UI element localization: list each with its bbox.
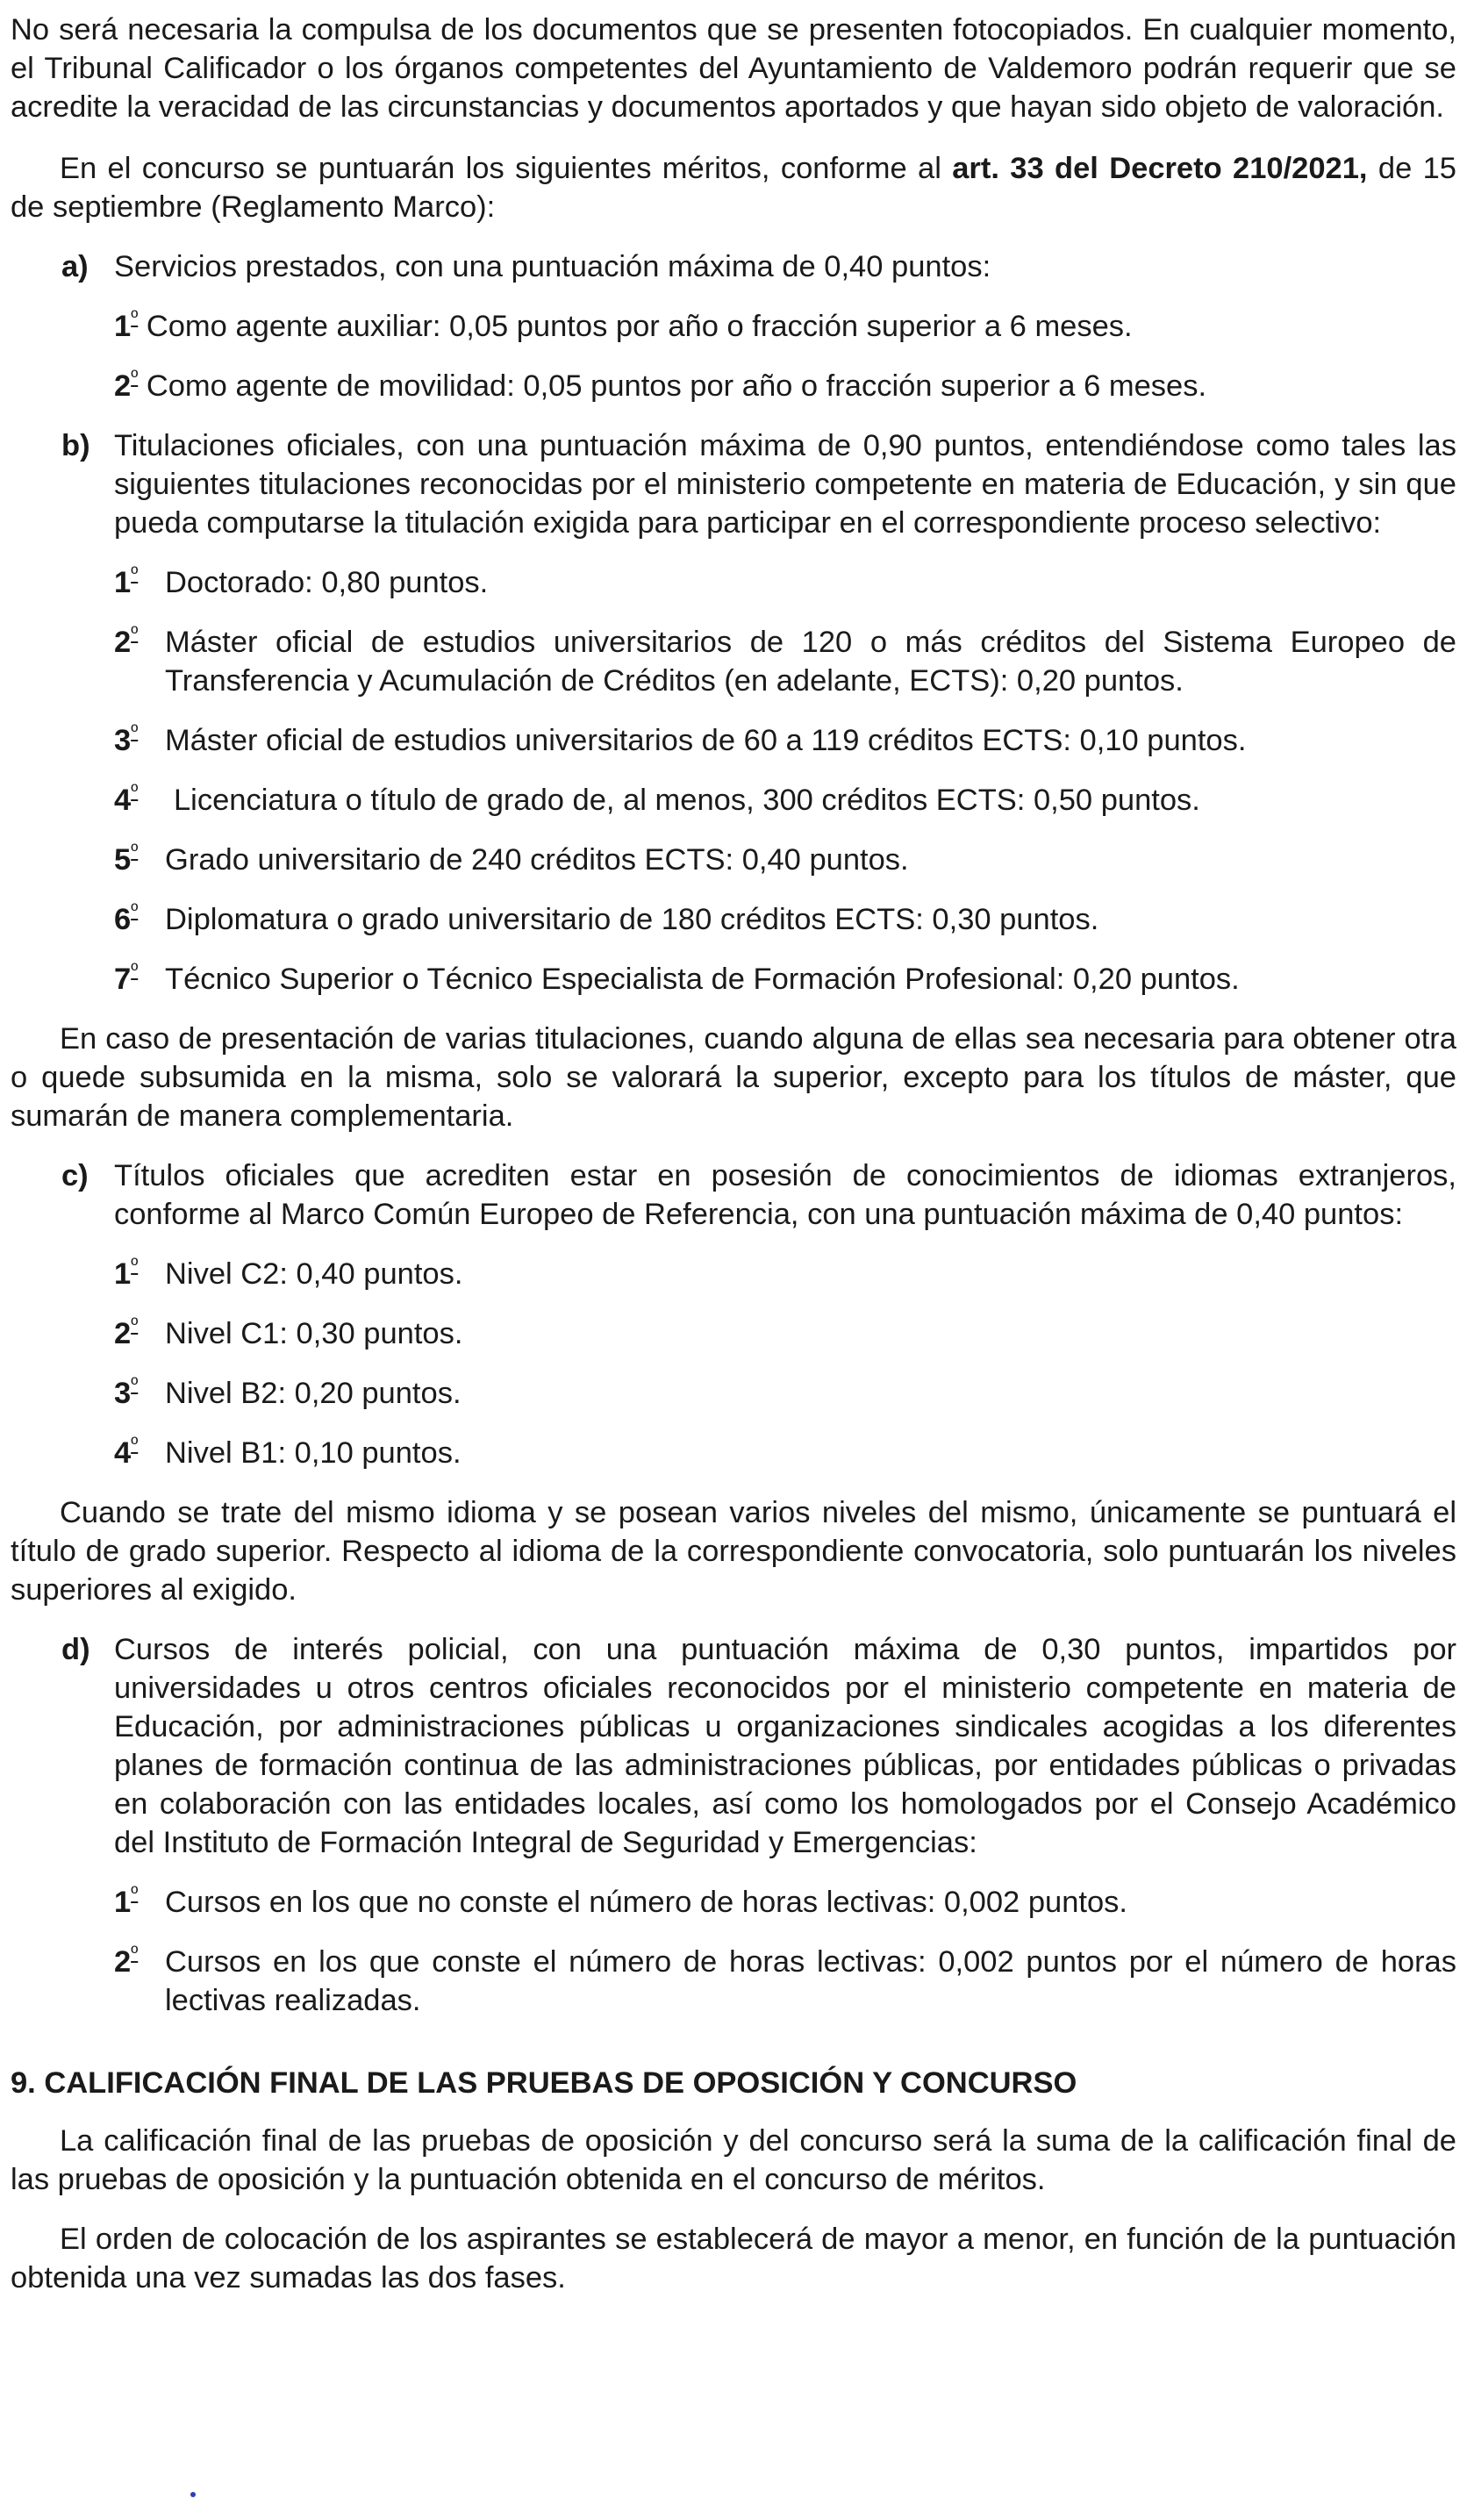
list-item (11, 1314, 1456, 1353)
item-number: 7 (114, 963, 132, 996)
item-number: 4 (114, 1436, 132, 1470)
section-c-mark: c) (61, 1159, 89, 1192)
ordinal-mark: º (131, 305, 139, 328)
list-item (11, 1883, 1456, 1922)
ordinal-mark: º (131, 562, 139, 584)
item-text: Nivel C2: 0,40 puntos. (165, 1257, 463, 1291)
list-item (11, 781, 1456, 820)
list-item (11, 960, 1456, 999)
list-item (11, 1434, 1456, 1472)
ordinal-mark: º (131, 1313, 139, 1335)
list-item (11, 1943, 1456, 2020)
item-number: 2 (114, 626, 132, 659)
list-item (11, 623, 1456, 700)
merit-section-b (11, 426, 1456, 542)
item-number: 3 (114, 724, 132, 757)
merit-section-c (11, 1156, 1456, 1234)
section-a-text: Servicios prestados, con una puntuación máxima de 0,40 puntos: (114, 250, 991, 283)
section-9-heading: 9. CALIFICACIÓN FINAL DE LAS PRUEBAS DE OPOSICIÓN Y CONCURSO (11, 2066, 1077, 2100)
ordinal-mark: º (131, 779, 139, 802)
section-d-text: Cursos de interés policial, con una puntuación máxima de 0,30 puntos, impartidos por universidades u otros centros oficiales reconocidos por el ministerio competente en materia de Educación, por administraciones públicas u organizaciones sindicales acogidas a los diferentes planes de formación continua de las administraciones públicas, por entidades públicas o privadas en colaboración con las entidades locales, así como los homologados por el Consejo Académico del Instituto de Formación Integral de Seguridad y Emergencias: (114, 1633, 1456, 1859)
item-number: 5 (114, 843, 132, 877)
item-text: Nivel C1: 0,30 puntos. (165, 1317, 463, 1350)
item-number: 6 (114, 903, 132, 936)
list-item (11, 841, 1456, 879)
ordinal-mark: º (131, 1941, 139, 1964)
item-number: 4 (114, 784, 132, 817)
page-dot-mark (190, 2492, 196, 2497)
item-number: 2 (114, 1945, 132, 1979)
merit-section-a (11, 247, 1456, 286)
ordinal-mark: º (131, 1253, 139, 1276)
section-9-paragraph-1: La calificación final de las pruebas de oposición y del concurso será la suma de la calificación final de las pruebas de oposición y la puntuación obtenida en el concurso de méritos. (11, 2124, 1456, 2196)
item-text: Grado universitario de 240 créditos ECTS: 0,40 puntos. (165, 843, 909, 877)
document-page (11, 11, 1456, 2318)
intro-paragraph-compulsa: No será necesaria la compulsa de los documentos que se presenten fotocopiados. En cualquier momento, el Tribunal Calificador o los órganos competentes del Ayuntamiento de Valdemoro podrán requerir que se acredite la veracidad de las circunstancias y documentos aportados y que hayan sido objeto de valoración. (11, 13, 1456, 124)
item-text: Como agente auxiliar: 0,05 puntos por año o fracción superior a 6 meses. (146, 310, 1133, 343)
section-9-paragraph-2: El orden de colocación de los aspirantes se establecerá de mayor a menor, en función de la puntuación obtenida una vez sumadas las dos fases. (11, 2223, 1456, 2294)
intro-text-end: de 15 de septiembre (Reglamento Marco): (11, 152, 1456, 224)
intro-paragraph-meritos (11, 149, 1456, 226)
ordinal-mark: º (131, 621, 139, 644)
item-text: Nivel B2: 0,20 puntos. (165, 1377, 462, 1410)
item-text: Como agente de movilidad: 0,05 puntos por año o fracción superior a 6 meses. (146, 369, 1207, 403)
section-b-note: En caso de presentación de varias titulaciones, cuando alguna de ellas sea necesaria para obtener otra o quede subsumida en la misma, solo se valorará la superior, excepto para los títulos de máster, que sumarán de manera complementaria. (11, 1022, 1456, 1133)
item-number: 1 (114, 1257, 132, 1291)
item-number: 2 (114, 369, 132, 403)
list-item (11, 367, 1456, 405)
item-number: 1 (114, 310, 132, 343)
item-number: 3 (114, 1377, 132, 1410)
merit-section-d (11, 1630, 1456, 1862)
decree-reference: art. 33 del Decreto 210/2021, (952, 152, 1368, 185)
item-text: Técnico Superior o Técnico Especialista de Formación Profesional: 0,20 puntos. (165, 963, 1240, 996)
item-text: Máster oficial de estudios universitarios de 60 a 119 créditos ECTS: 0,10 puntos. (165, 724, 1247, 757)
list-item (11, 900, 1456, 939)
section-b-mark: b) (61, 429, 90, 462)
ordinal-mark: º (131, 365, 139, 388)
list-item (11, 1374, 1456, 1413)
section-c-text: Títulos oficiales que acrediten estar en posesión de conocimientos de idiomas extranjeros, conforme al Marco Común Europeo de Referencia, con una puntuación máxima de 0,40 puntos: (114, 1159, 1456, 1231)
item-text: Doctorado: 0,80 puntos. (165, 566, 489, 599)
item-text: Cursos en los que conste el número de horas lectivas: 0,002 puntos por el número de horas lectivas realizadas. (165, 1945, 1456, 2017)
ordinal-mark: º (131, 839, 139, 862)
section-d-mark: d) (61, 1633, 90, 1666)
list-item (11, 307, 1456, 346)
ordinal-mark: º (131, 719, 139, 742)
ordinal-mark: º (131, 1372, 139, 1395)
item-text: Cursos en los que no conste el número de horas lectivas: 0,002 puntos. (165, 1886, 1127, 1919)
section-c-note: Cuando se trate del mismo idioma y se posean varios niveles del mismo, únicamente se puntuará el título de grado superior. Respecto al idioma de la correspondiente convocatoria, solo puntuarán los niveles superiores al exigido. (11, 1496, 1456, 1607)
ordinal-mark: º (131, 1432, 139, 1455)
intro-text-start: En el concurso se puntuarán los siguientes méritos, conforme al (60, 152, 953, 185)
item-number: 2 (114, 1317, 132, 1350)
item-text: Nivel B1: 0,10 puntos. (165, 1436, 462, 1470)
section-b-text: Titulaciones oficiales, con una puntuación máxima de 0,90 puntos, entendiéndose como tales las siguientes titulaciones reconocidas por el ministerio competente en materia de Educación, y sin que pueda computarse la titulación exigida para participar en el correspondiente proceso selectivo: (114, 429, 1456, 540)
list-item (11, 721, 1456, 760)
section-a-mark: a) (61, 250, 89, 283)
ordinal-mark: º (131, 958, 139, 981)
list-item (11, 1255, 1456, 1293)
item-text: Licenciatura o título de grado de, al menos, 300 créditos ECTS: 0,50 puntos. (174, 784, 1200, 817)
item-number: 1 (114, 566, 132, 599)
ordinal-mark: º (131, 1881, 139, 1904)
item-text: Máster oficial de estudios universitarios de 120 o más créditos del Sistema Europeo de Transferencia y Acumulación de Créditos (en adelante, ECTS): 0,20 puntos. (165, 626, 1456, 698)
ordinal-mark: º (131, 898, 139, 921)
list-item (11, 563, 1456, 602)
item-text: Diplomatura o grado universitario de 180 créditos ECTS: 0,30 puntos. (165, 903, 1099, 936)
item-number: 1 (114, 1886, 132, 1919)
